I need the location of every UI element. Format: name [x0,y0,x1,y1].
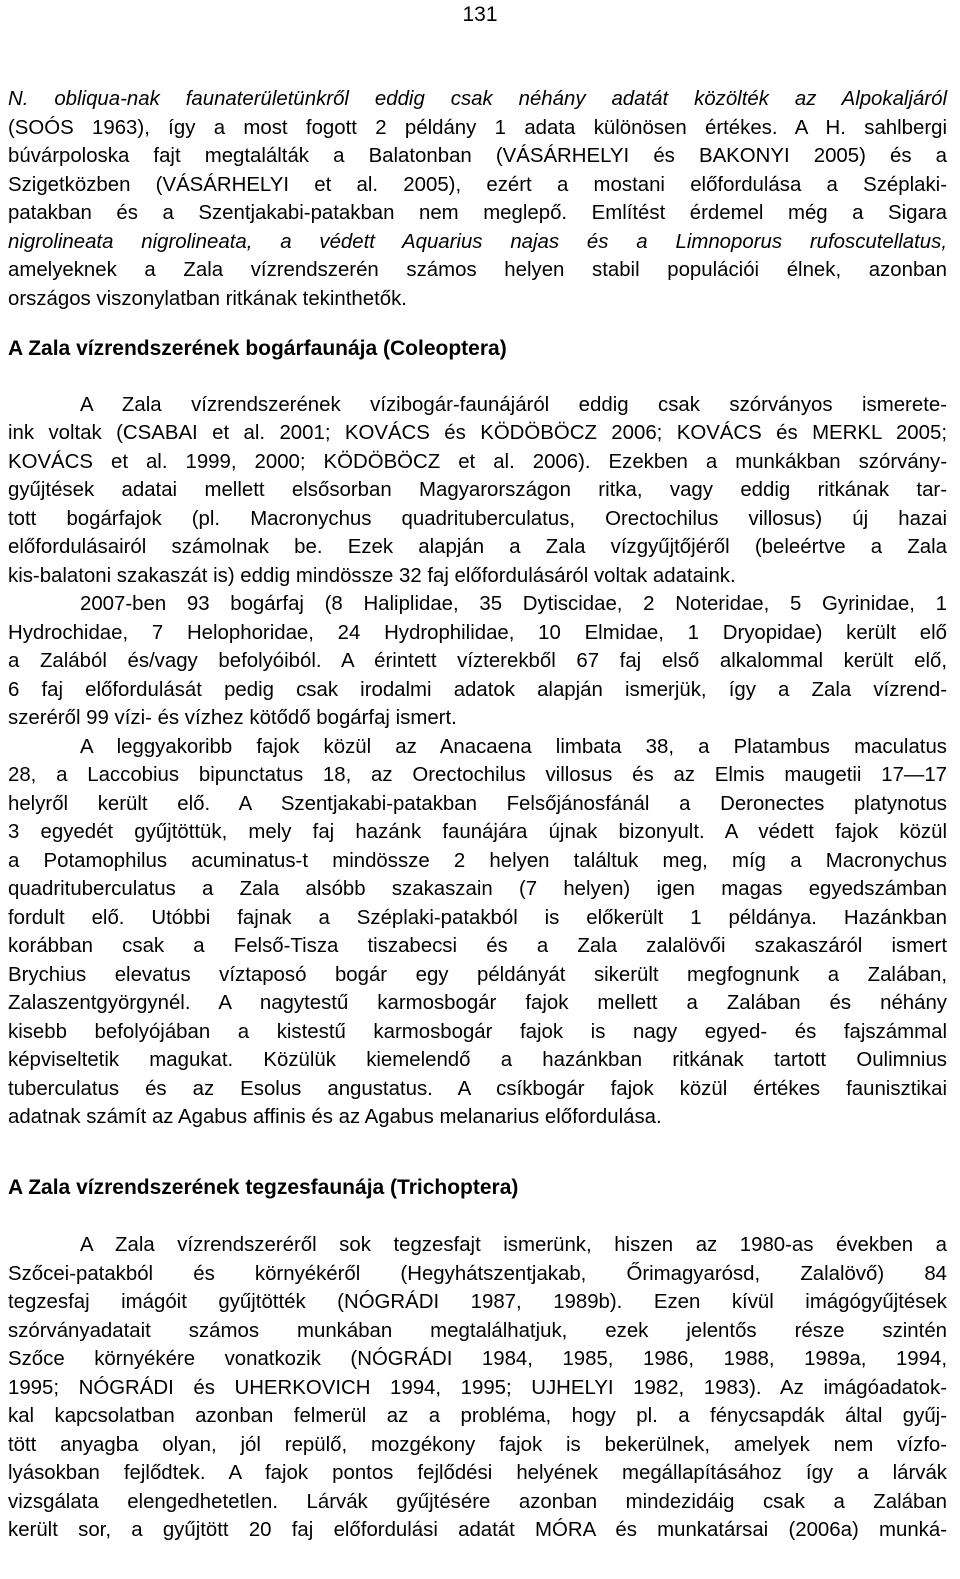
text-line: a Potamophilus acuminatus-t mindössze 2 helyen találtuk meg, míg a Macronychus [8,849,947,872]
text-line: helyről került elő. A Szentjakabi-patakban Felsőjánosfánál a Deronectes platynotus [8,792,947,815]
section-heading-coleoptera: A Zala vízrendszerének bogárfaunája (Coleoptera) [8,337,507,360]
text-line: tott bogárfajok (pl. Macronychus quadrituberculatus, Orectochilus villosus) új hazai [8,507,947,530]
text-line: A Zala vízrendszeréről sok tegzesfajt ismerünk, hiszen az 1980-as években a [80,1234,947,1256]
coleoptera-paragraph-1 [8,391,947,591]
text-line: Szőcei-patakból és környékéről (Hegyhátszentjakab, Őrimagyarósd, Zalalövő) 84 [8,1262,947,1285]
text-line: kis-balatoni szakaszát is) eddig mindössze 32 faj előfordulásáról voltak adataink. [8,564,736,587]
section-heading-trichoptera: A Zala vízrendszerének tegzesfaunája (Trichoptera) [8,1175,519,1199]
text-line: Brychius elevatus víztaposó bogár egy példányát sikerült megfognunk a Zalában, [8,963,947,986]
text-line: kal kapcsolatban azonban felmerül az a probléma, hogy pl. a fénycsapdák által gyűj- [8,1405,947,1427]
text-line: búvárpoloska fajt megtalálták a Balatonban (VÁSÁRHELYI és BAKONYI 2005) és a [8,145,947,167]
text-line: 1995; NÓGRÁDI és UHERKOVICH 1994, 1995; UJHELYI 1982, 1983). Az imágóadatok- [8,1376,947,1399]
text-line: Szőce környékére vonatkozik (NÓGRÁDI 1984, 1985, 1986, 1988, 1989a, 1994, [8,1348,947,1370]
page-body [8,85,947,1545]
text-line: korábban csak a Felső-Tisza tiszabecsi és a Zala zalalövői szakaszáról ismert [8,935,947,957]
hemiptera-paragraph [8,85,947,313]
text-line: nigrolineata nigrolineata, a védett Aquarius najas és a Limnoporus rufoscutellatus, [8,230,947,253]
text-line: quadrituberculatus a Zala alsóbb szakaszain (7 helyen) igen magas egyedszámban [8,878,947,900]
coleoptera-paragraph-2 [8,590,947,733]
text-line: Hydrochidae, 7 Helophoridae, 24 Hydrophilidae, 10 Elmidae, 1 Dryopidae) került elő [8,621,947,644]
text-line: ink voltak (CSABAI et al. 2001; KOVÁCS és KÖDÖBÖCZ 2006; KOVÁCS és MERKL 2005; [8,422,947,444]
text-line: országos viszonylatban ritkának tekinthetők. [8,287,407,310]
text-line: gyűjtések adatai mellett elsősorban Magyarországon ritka, vagy eddig ritkának tar- [8,479,947,501]
text-line: A Zala vízrendszerének vízibogár-faunájáról eddig csak szórványos ismerete- [80,393,947,416]
text-line: patakban és a Szentjakabi-patakban nem meglepő. Említést érdemel még a Sigara [8,202,947,224]
page-number: 131 [462,3,498,26]
text-line: 28, a Laccobius bipunctatus 18, az Orectochilus villosus és az Elmis maugetii 17—17 [8,764,947,786]
text-line: tött anyagba olyan, jól repülő, mozgékony fajok is bekerülnek, amelyek nem vízfo- [8,1433,947,1456]
text-line: KOVÁCS et al. 1999, 2000; KÖDÖBÖCZ et al. 2006). Ezekben a munkákban szórvány- [8,450,947,473]
text-line: adatnak számít az Agabus affinis és az Agabus melanarius előfordulása. [8,1106,662,1128]
text-line: kisebb befolyójában a kistestű karmosbogár fajok is nagy egyed- és fajszámmal [8,1020,947,1043]
text-line: szórványadatait számos munkában megtalálhatjuk, ezek jelentős része szintén [8,1319,947,1342]
text-line: vizsgálata elengedhetetlen. Lárvák gyűjtésére azonban mindezidáig csak a Zalában [8,1490,947,1513]
text-line: szeréről 99 vízi- és vízhez kötődő bogárfaj ismert. [8,707,457,729]
text-line: lyásokban fejlődtek. A fajok pontos fejlődési helyének megállapításához így a lárvák [8,1462,947,1484]
text-line: tegzesfaj imágóit gyűjtötték (NÓGRÁDI 1987, 1989b). Ezen kívül imágógyűjtések [8,1291,947,1313]
text-line: tuberculatus és az Esolus angustatus. A csíkbogár fajok közül értékes faunisztikai [8,1077,947,1100]
text-line: Zalaszentgyörgynél. A nagytestű karmosbogár fajok mellett a Zalában és néhány [8,992,947,1014]
text-line: (SOÓS 1963), így a most fogott 2 példány 1 adata különösen értékes. A H. sahlbergi [8,116,947,139]
text-line: fordult elő. Utóbbi fajnak a Széplaki-patakból is előkerült 1 példánya. Hazánkban [8,906,947,929]
trichoptera-paragraph-1 [8,1231,947,1545]
text-line: A leggyakoribb fajok közül az Anacaena limbata 38, a Platambus maculatus [80,735,947,758]
text-line: került sor, a gyűjtött 20 faj előfordulási adatát MÓRA és munkatársai (2006a) munká- [8,1519,947,1541]
text-line: 3 egyedét gyűjtöttük, mely faj hazánk faunájára újnak bizonyult. A védett fajok közül [8,821,947,843]
text-line: előfordulásairól számolnak be. Ezek alapján a Zala vízgyűjtőjéről (beleértve a Zala [8,536,947,558]
text-line: Szigetközben (VÁSÁRHELYI et al. 2005), ezért a mostani előfordulása a Széplaki- [8,173,947,196]
text-line: 2007-ben 93 bogárfaj (8 Haliplidae, 35 Dytiscidae, 2 Noteridae, 5 Gyrinidae, 1 [80,593,947,615]
text-line: a Zalából és/vagy befolyóiból. A érintett vízterekből 67 faj első alkalommal került elő, [8,650,947,672]
text-line: N. obliqua-nak faunaterületünkről eddig csak néhány adatát közölték az Alpokaljáról [8,88,947,110]
text-line: 6 faj előfordulását pedig csak irodalmi adatok alapján ismerjük, így a Zala vízrend- [8,678,947,701]
coleoptera-paragraph-3 [8,733,947,1132]
text-line: amelyeknek a Zala vízrendszerén számos helyen stabil populációi élnek, azonban [8,259,947,281]
text-line: képviseltetik magukat. Közülük kiemelendő a hazánkban ritkának tartott Oulimnius [8,1049,947,1071]
